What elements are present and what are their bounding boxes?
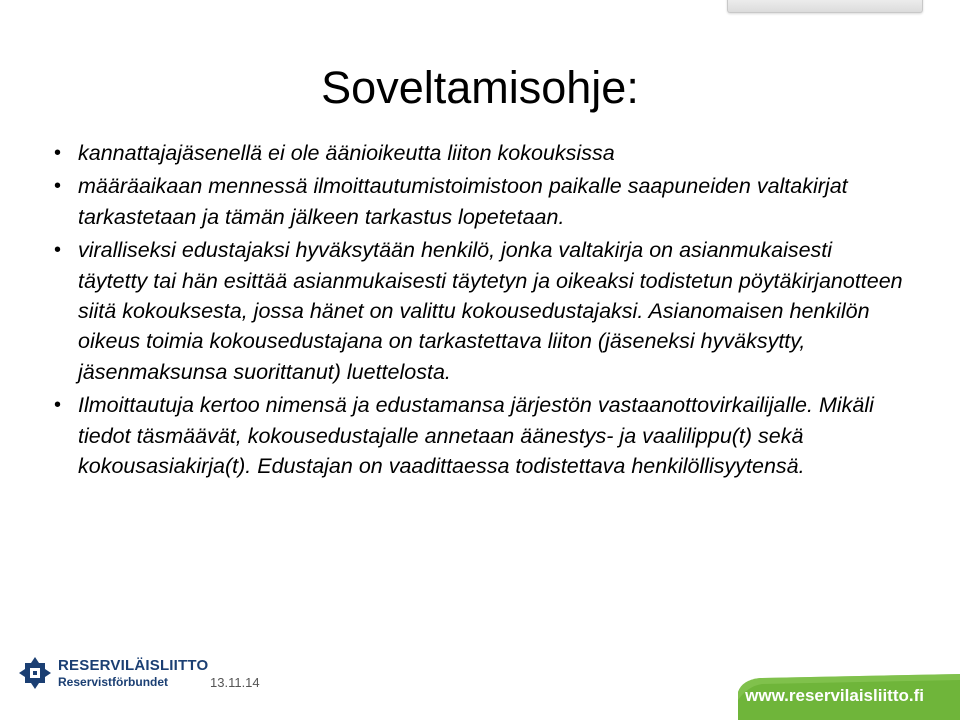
- slide-title: Soveltamisohje:: [321, 62, 639, 113]
- footer-logo: [18, 655, 208, 691]
- bullet-text: määräaikaan mennessä ilmoittautumistoimistoon paikalle saapuneiden valtakirjat tarkastetaan ja tämän jälkeen tarkastus lopetetaan.: [78, 174, 848, 229]
- bullet-icon: •: [54, 175, 62, 198]
- reservilaisliitto-logo-icon: [18, 656, 52, 690]
- bullet-text: Ilmoittautuja kertoo nimensä ja edustamansa järjestön vastaanottovirkailijalle. Mikäli tiedot täsmäävät, kokousedustajalle annetaan äänestys- ja vaalilippu(t) sekä kokousasiakirja(t). Edustajan on vaadittaessa todistettava henkilöllisyytensä.: [78, 393, 874, 479]
- footer-date: 13.11.14: [210, 675, 260, 690]
- bullet-icon: •: [54, 394, 62, 417]
- bullet-icon: •: [54, 142, 62, 164]
- footer-url-link[interactable]: www.reservilaisliitto.fi: [745, 686, 924, 705]
- logo-main-text: RESERVILÄISLIITTO: [58, 657, 209, 674]
- bullet-text: kannattajajäsenellä ei ole äänioikeutta liiton kokouksissa: [78, 141, 615, 165]
- bullet-icon: •: [54, 239, 62, 262]
- logo-sub-text: Reservistförbundet: [58, 675, 169, 689]
- bullet-text: viralliseksi edustajaksi hyväksytään henkilö, jonka valtakirja on asianmukaisesti täytetty tai hän esittää asianmukaisesti täytetyn ja oikeaksi todistetun pöytäkirjanotteen siitä kokouksesta, jossa hänet on valittu kokousedustajaksi. Asianomaisen henkilön oikeus toimia kokousedustajana on tarkastettava liiton (jäseneksi hyväksytty, jäsenmaksunsa suorittanut) luettelosta.: [78, 238, 903, 384]
